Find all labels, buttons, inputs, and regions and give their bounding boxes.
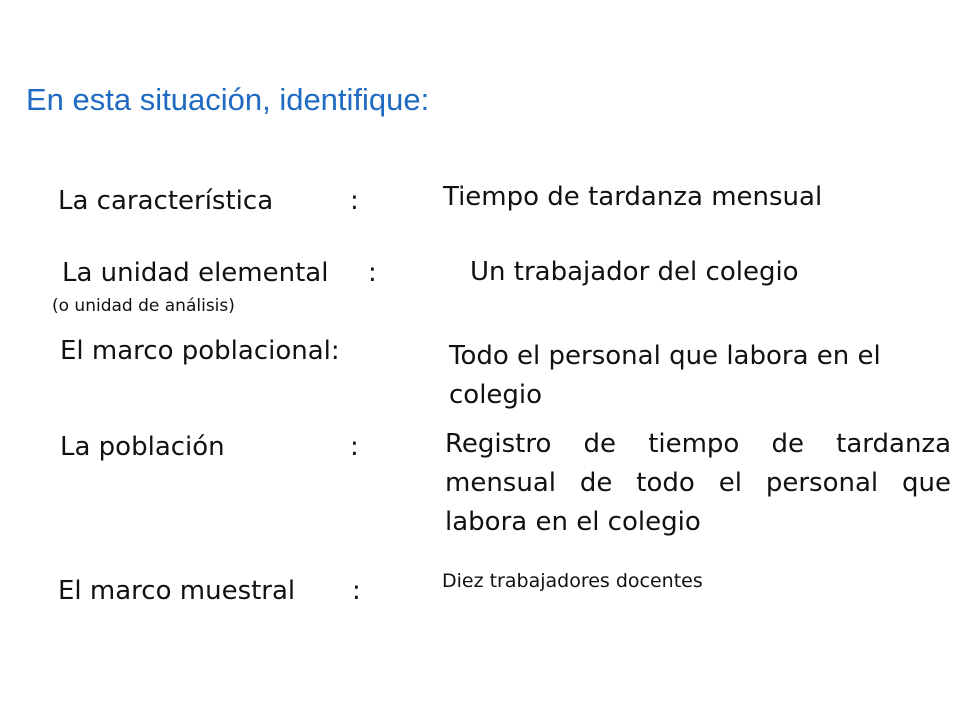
term-colon: :: [350, 432, 359, 462]
term-colon: :: [368, 258, 377, 288]
term-marco-muestral: El marco muestral: [58, 576, 296, 606]
term-unidad-elemental-note: (o unidad de análisis): [52, 296, 235, 316]
slide-title: En esta situación, identifique:: [26, 82, 430, 117]
answer-unidad-elemental: Un trabajador del colegio: [470, 257, 799, 287]
answer-poblacion: Registro de tiempo de tardanza mensual de todo el personal que labora en el colegio: [445, 429, 951, 537]
term-colon: :: [350, 186, 359, 216]
term-colon: :: [352, 576, 361, 606]
term-poblacion: La población: [60, 432, 225, 462]
term-caracteristica: La característica: [58, 186, 274, 216]
answer-marco-muestral: Diez trabajadores docentes: [442, 570, 703, 592]
answer-marco-poblacional: Todo el personal que labora en el colegio: [449, 341, 881, 410]
term-unidad-elemental: La unidad elemental: [62, 258, 329, 288]
term-marco-poblacional: El marco poblacional:: [60, 336, 340, 366]
answer-caracteristica: Tiempo de tardanza mensual: [443, 182, 823, 212]
